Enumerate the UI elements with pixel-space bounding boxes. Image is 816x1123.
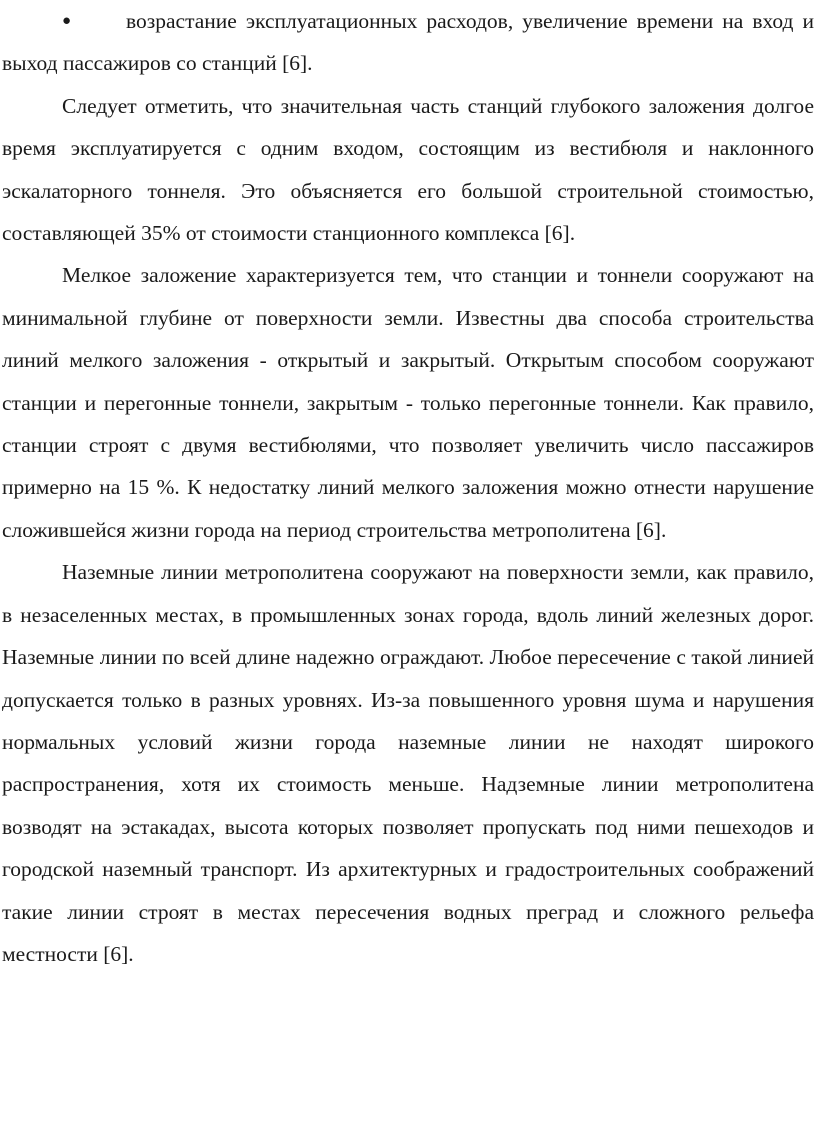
paragraph-entrances: Следует отметить, что значительная часть станций глубокого заложения долгое время эксплуатируется с одним входом, состоящим из вестибюля и наклонного эскалаторного тоннеля. Это объясняется его большой строительной стоимостью, составляющей 35% от стоимости станционного комплекса [6]. — [2, 93, 814, 246]
document-body — [2, 0, 814, 975]
paragraph-shallow-depth: Мелкое заложение характеризуется тем, что станции и тоннели сооружают на минимальной глубине от поверхности земли. Известны два способа строительства линий мелкого заложения - открытый и закрытый. Открытым способом сооружают станции и перегонные тоннели, закрытым - только перегонные тоннели. Как правило, станции строят с двумя вестибюлями, что позволяет увеличить число пассажиров примерно на 15 %. К недостатку линий мелкого заложения можно отнести нарушение сложившейся жизни города на период строительства метрополитена [6]. — [2, 263, 814, 542]
bullet-icon: ● — [62, 13, 72, 29]
bullet-list-item — [2, 0, 814, 85]
paragraph-surface-lines: Наземные линии метрополитена сооружают на поверхности земли, как правило, в незаселенных местах, в промышленных зонах города, вдоль линий железных дорог. Наземные линии по всей длине надежно ограждают. Любое пересечение с такой линией допускается только в разных уровнях. Из-за повышенного уровня шума и нарушения нормальных условий жизни города наземные линии не находят широкого распространения, хотя их стоимость меньше. Надземные линии метрополитена возводят на эстакадах, высота которых позволяет пропускать под ними пешеходов и городской наземный транспорт. Из архитектурных и градостроительных соображений такие линии строят в местах пересечения водных преград и сложного рельефа местности [6]. — [2, 560, 814, 966]
bullet-text: возрастание эксплуатационных расходов, увеличение времени на вход и выход пассажиров со станций [6]. — [2, 9, 814, 76]
